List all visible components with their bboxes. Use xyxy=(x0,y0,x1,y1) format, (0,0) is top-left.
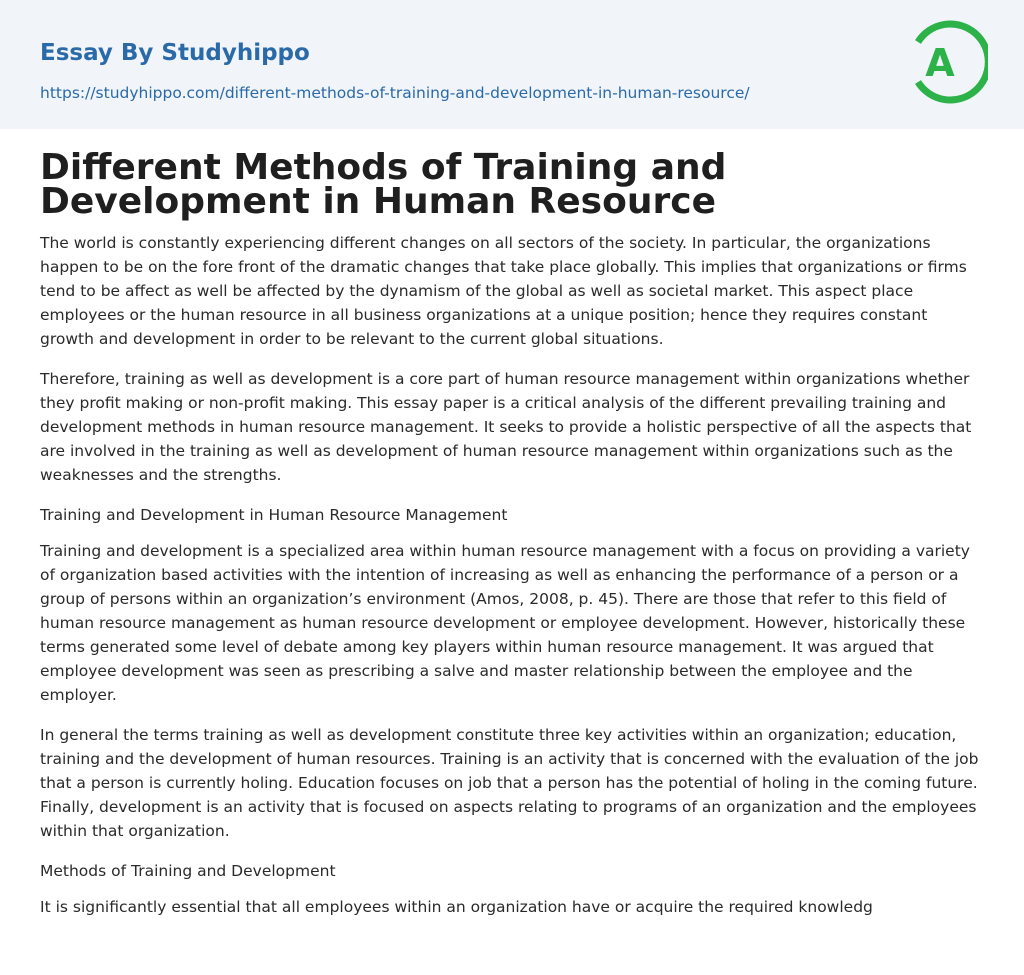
circle-a-logo-icon[interactable] xyxy=(912,18,988,106)
section-heading: Methods of Training and Development xyxy=(40,862,336,880)
section-heading: Training and Development in Human Resource Management xyxy=(40,506,508,524)
article xyxy=(0,147,1024,919)
article-body xyxy=(40,231,984,919)
paragraph: The world is constantly experiencing different changes on all sectors of the society. In particular, the organizations happen to be on the fore front of the dramatic changes that take place globally. This implies that organizations or firms tend to be affect as well be affected by the dynamism of the global as well as societal market. This aspect place employees or the human resource in all business organizations at a unique position; hence they requires constant growth and development in order to be relevant to the current global situations. xyxy=(40,234,967,348)
paragraph: Therefore, training as well as development is a core part of human resource management within organizations whether they profit making or non-profit making. This essay paper is a critical analysis of the different prevailing training and development methods in human resource management. It seeks to provide a holistic perspective of all the aspects that are involved in the training as well as development of human resource management within organizations such as the weaknesses and the strengths. xyxy=(40,370,972,484)
logo-letter: A xyxy=(925,41,955,85)
paragraph: It is significantly essential that all employees within an organization have or acquire the required knowledg xyxy=(40,898,873,916)
source-url-link[interactable]: https://studyhippo.com/different-methods-of-training-and-development-in-human-resource/ xyxy=(40,84,750,102)
paragraph: In general the terms training as well as development constitute three key activities within an organization; education, training and the development of human resources. Training is an activity that is concerned with the evaluation of the job that a person is currently holing. Education focuses on job that a person has the potential of holing in the coming future. Finally, development is an activity that is focused on aspects relating to programs of an organization and the employees within that organization. xyxy=(40,726,979,840)
paragraph: Training and development is a specialized area within human resource management with a focus on providing a variety of organization based activities with the intention of increasing as well as enhancing the performance of a person or a group of persons within an organization’s environment (Amos, 2008, p. 45). There are those that refer to this field of human resource management as human resource development or employee development. However, historically these terms generated some level of debate among key players within human resource management. It was argued that employee development was seen as prescribing a salve and master relationship between the employee and the employer. xyxy=(40,542,970,704)
page-title: Different Methods of Training and Development in Human Resource xyxy=(40,147,727,222)
site-header xyxy=(0,0,1024,129)
brand-title[interactable]: Essay By Studyhippo xyxy=(40,40,310,66)
